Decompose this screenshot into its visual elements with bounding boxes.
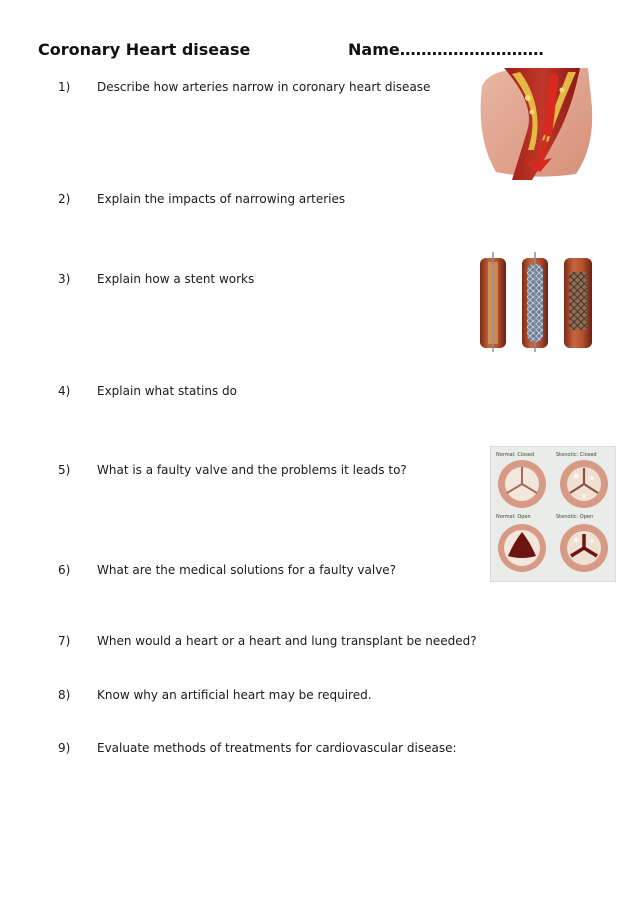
question-text: Explain what statins do (97, 384, 238, 398)
question-number: 1) (58, 80, 71, 94)
heart-valves-illustration (490, 446, 616, 582)
valve-label-stenotic-closed: Stenotic: Closed (556, 452, 597, 458)
question-number: 8) (58, 688, 71, 702)
valve-label-normal-open: Normal: Open (496, 514, 531, 520)
question-text: Explain the impacts of narrowing arteries (97, 192, 346, 206)
question-text: What is a faulty valve and the problems it leads to? (97, 463, 407, 477)
name-field-label: Name……………………… (348, 40, 544, 59)
question-text: Evaluate methods of treatments for cardiovascular disease: (97, 741, 457, 755)
narrowed-artery-illustration (476, 68, 594, 180)
worksheet-title: Coronary Heart disease (38, 40, 251, 59)
question-text: When would a heart or a heart and lung transplant be needed? (97, 634, 477, 648)
valve-label-normal-closed: Normal: Closed (496, 452, 535, 458)
question-number: 5) (58, 463, 71, 477)
question-number: 7) (58, 634, 71, 648)
question-number: 3) (58, 272, 71, 286)
question-text: Know why an artificial heart may be required. (97, 688, 372, 702)
question-number: 9) (58, 741, 71, 755)
question-number: 6) (58, 563, 71, 577)
question-text: Describe how arteries narrow in coronary heart disease (97, 80, 431, 94)
valve-label-stenotic-open: Stenotic: Open (556, 514, 594, 520)
stent-procedure-illustration (476, 252, 596, 354)
question-number: 2) (58, 192, 71, 206)
question-text: Explain how a stent works (97, 272, 255, 286)
question-number: 4) (58, 384, 71, 398)
question-text: What are the medical solutions for a faulty valve? (97, 563, 397, 577)
